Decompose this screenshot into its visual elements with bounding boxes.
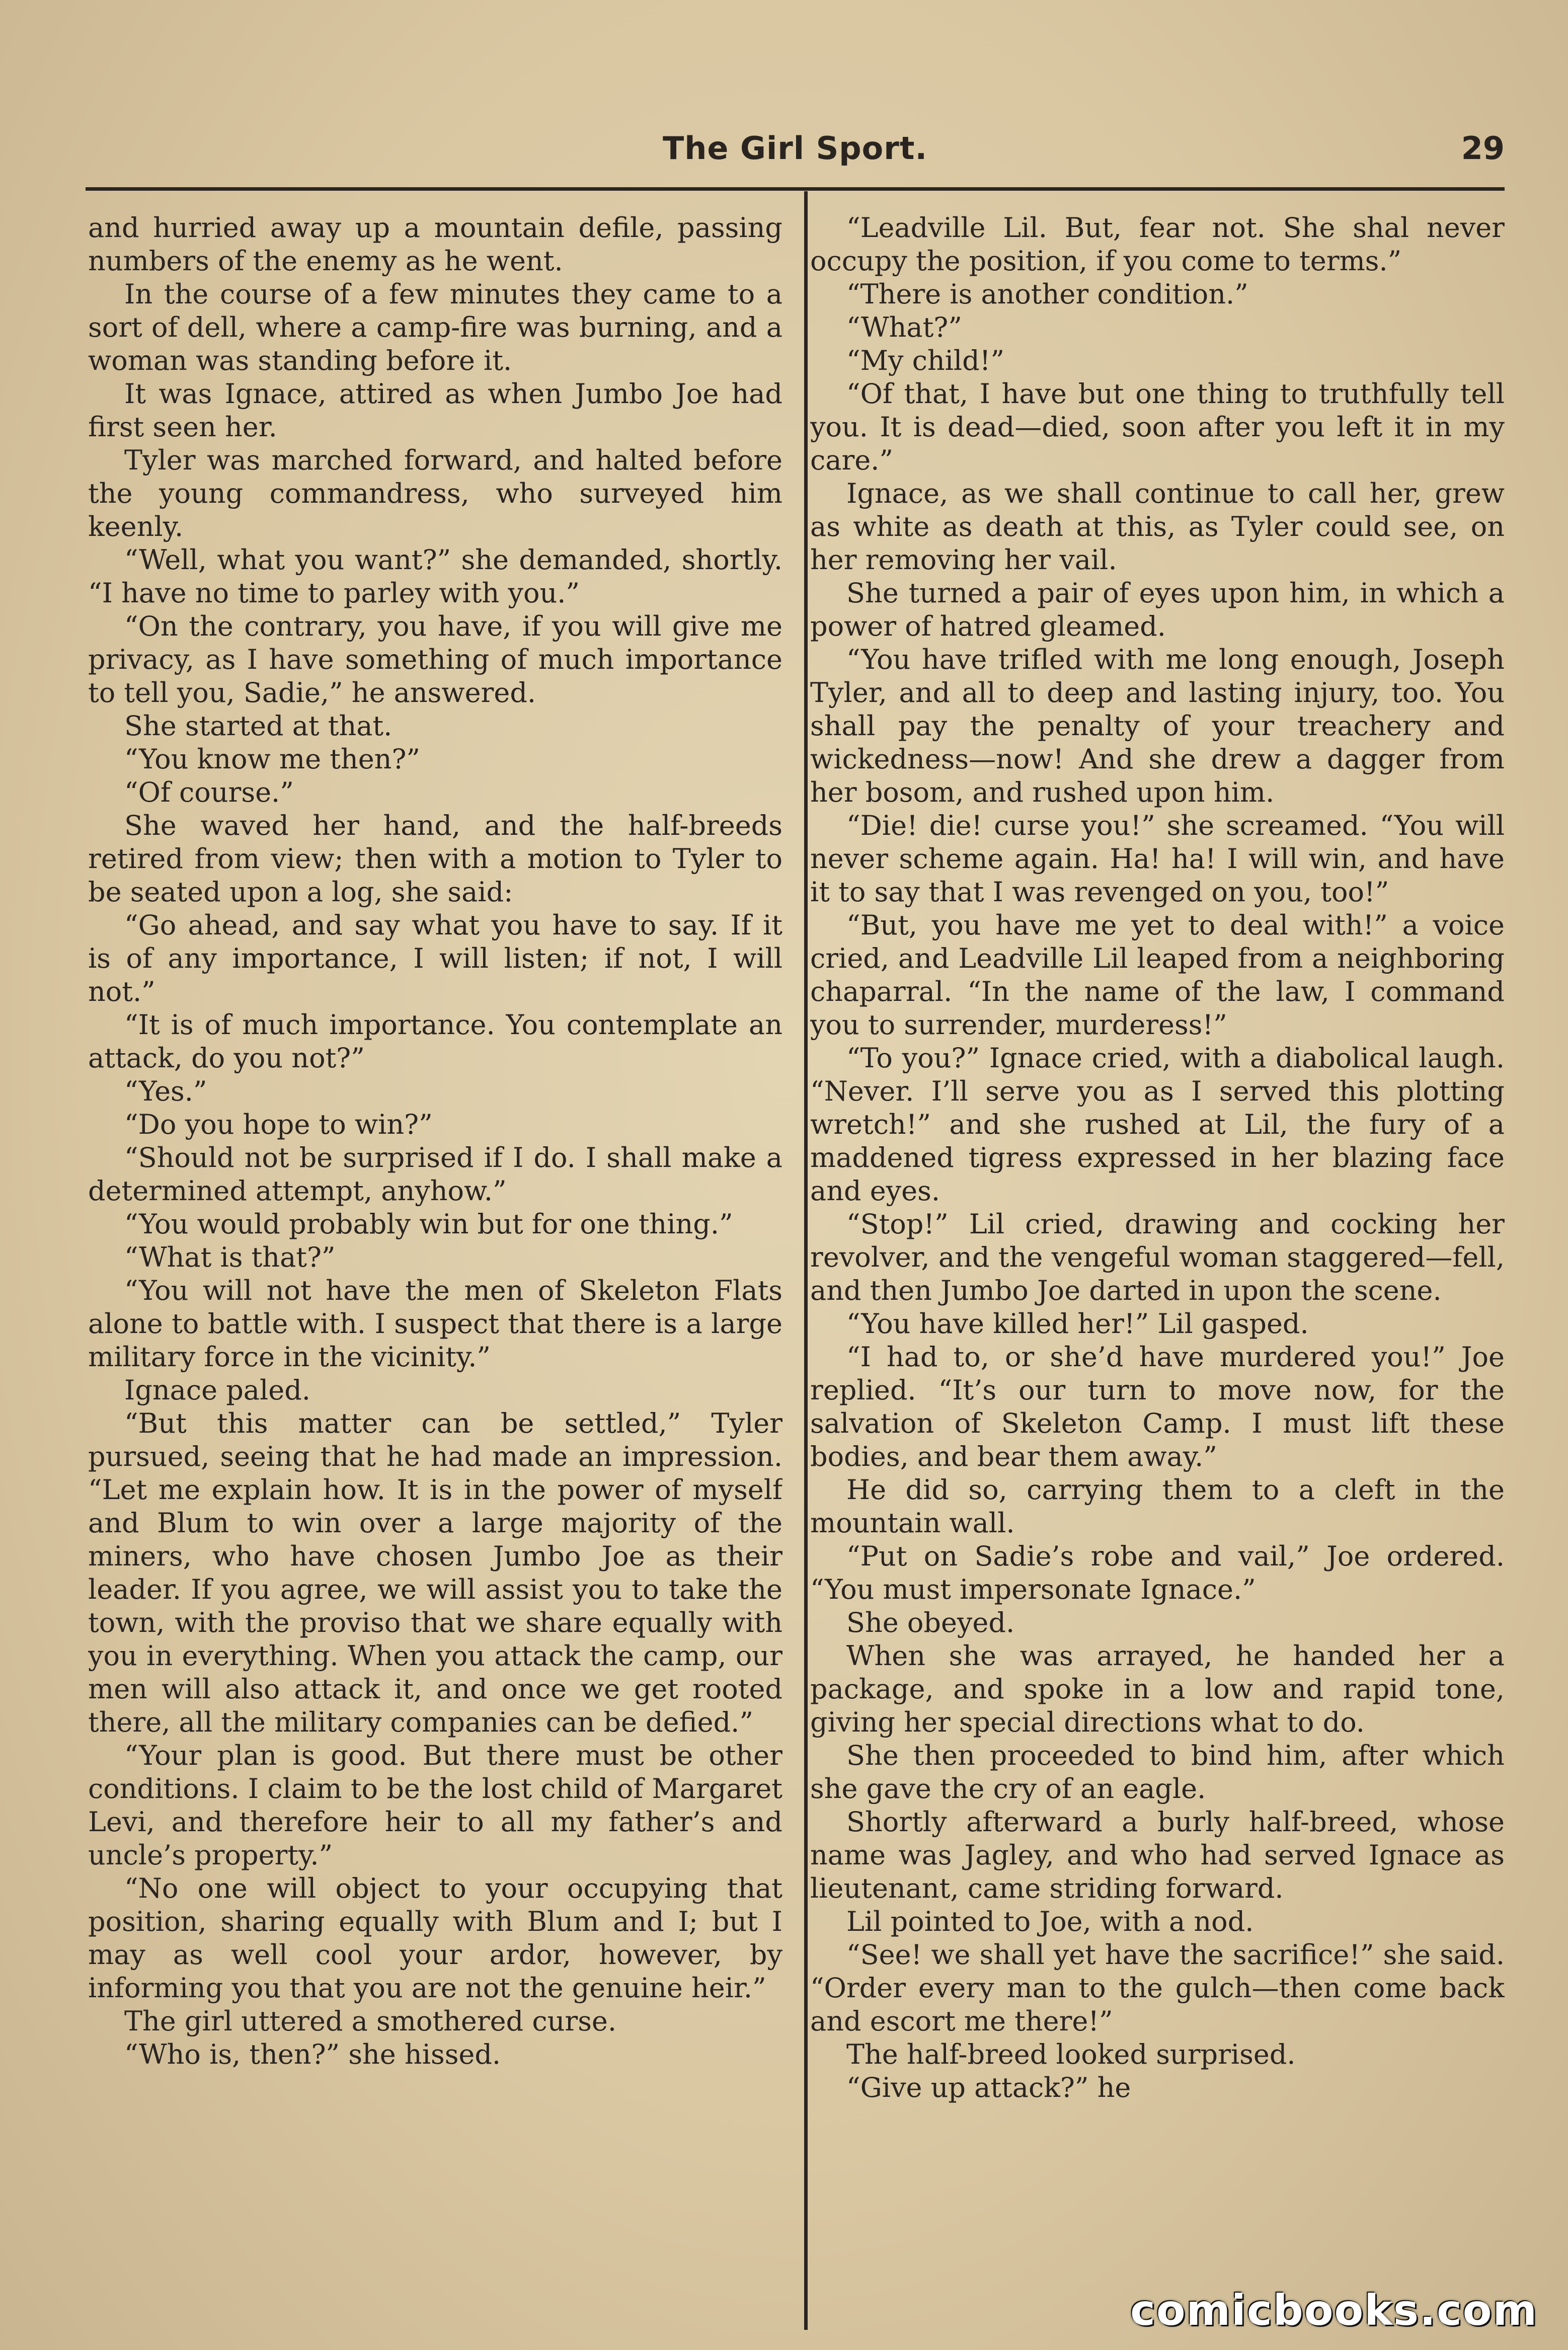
paragraph: “You would probably win but for one thing.” <box>124 1208 733 1240</box>
paragraph: “Give up attack?” he <box>846 2072 1131 2103</box>
paragraph: “Of course.” <box>124 776 294 808</box>
paragraph: Tyler was marched forward, and halted before the young commandress, who surveyed him keenly. <box>88 444 782 542</box>
paragraph: “Die! die! curse you!” she screamed. “You will never scheme again. Ha! ha! I will win, and have it to say that I was revenged on you, too!” <box>810 810 1505 908</box>
paragraph: “It is of much importance. You contemplate an attack, do you not?” <box>88 1009 782 1074</box>
paragraph: “On the contrary, you have, if you will give me privacy, as I have something of much importance to tell you, Sadie,” he answered. <box>88 610 782 709</box>
page-number: 29 <box>1461 130 1505 167</box>
paragraph: “My child!” <box>846 345 1005 376</box>
paragraph: “But, you have me yet to deal with!” a voice cried, and Leadville Lil leaped from a neighboring chaparral. “In the name of the law, I command you to surrender, murderess!” <box>810 909 1505 1041</box>
paragraph: In the course of a few minutes they came to a sort of dell, where a camp-fire was burning, and a woman was standing before it. <box>88 278 782 376</box>
paragraph: “Should not be surprised if I do. I shall make a determined attempt, anyhow.” <box>88 1142 782 1207</box>
running-header <box>86 121 1505 181</box>
paragraph: and hurried away up a mountain defile, passing numbers of the enemy as he went. <box>88 212 782 277</box>
paragraph: She obeyed. <box>846 1607 1015 1638</box>
paragraph: When she was arrayed, he handed her a package, and spoke in a low and rapid tone, giving her special directions what to do. <box>810 1640 1505 1738</box>
paragraph: “Well, what you want?” she demanded, shortly. “I have no time to parley with you.” <box>88 544 782 609</box>
paragraph: “You have killed her!” Lil gasped. <box>846 1308 1309 1340</box>
paragraph: She started at that. <box>124 710 393 742</box>
paragraph: “You will not have the men of Skeleton Flats alone to battle with. I suspect that there is a large military force in the vicinity.” <box>88 1275 782 1373</box>
paragraph: “Stop!” Lil cried, drawing and cocking her revolver, and the vengeful woman staggered—fell, and then Jumbo Joe darted in upon the scene. <box>810 1208 1505 1306</box>
paragraph: She then proceeded to bind him, after which she gave the cry of an eagle. <box>810 1740 1505 1805</box>
paragraph: “Go ahead, and say what you have to say. If it is of any importance, I will listen; if not, I will not.” <box>88 909 782 1007</box>
paragraph: “Put on Sadie’s robe and vail,” Joe ordered. “You must impersonate Ignace.” <box>810 1540 1505 1605</box>
paragraph: The half-breed looked surprised. <box>846 2039 1296 2070</box>
paragraph: “Who is, then?” she hissed. <box>124 2039 501 2070</box>
paragraph: “See! we shall yet have the sacrifice!” she said. “Order every man to the gulch—then come back and escort me there!” <box>810 1939 1505 2037</box>
header-rule <box>86 187 1505 191</box>
paragraph: The girl uttered a smothered curse. <box>124 2005 617 2037</box>
right-column <box>810 211 1505 2325</box>
paragraph: He did so, carrying them to a cleft in the mountain wall. <box>810 1474 1505 1539</box>
paragraph: She waved her hand, and the half-breeds retired from view; then with a motion to Tyler to be seated upon a log, she said: <box>88 810 782 908</box>
paragraph: Shortly afterward a burly half-breed, whose name was Jagley, and who had served Ignace as lieutenant, came striding forward. <box>810 1806 1505 1904</box>
paragraph: “I had to, or she’d have murdered you!” Joe replied. “It’s our turn to move now, for the salvation of Skeleton Camp. I must lift these bodies, and bear them away.” <box>810 1341 1505 1472</box>
paragraph: “Leadville Lil. But, fear not. She shal never occupy the position, if you come to terms.” <box>810 212 1505 277</box>
paragraph: Ignace, as we shall continue to call her, grew as white as death at this, as Tyler could see, on her removing her vail. <box>810 478 1505 576</box>
paragraph: Ignace paled. <box>124 1374 310 1406</box>
paragraph: “Yes.” <box>124 1075 207 1107</box>
paragraph: “Of that, I have but one thing to truthfully tell you. It is dead—died, soon after you left it in my care.” <box>810 378 1505 476</box>
paragraph: “Your plan is good. But there must be other conditions. I claim to be the lost child of Margaret Levi, and therefore heir to all my father’s and uncle’s property.” <box>88 1740 782 1871</box>
paragraph: “You know me then?” <box>124 743 421 775</box>
paragraph: “To you?” Ignace cried, with a diabolical laugh. “Never. I’ll serve you as I served this plotting wretch!” and she rushed at Lil, the fury of a maddened tigress expressed in her blazing face and eyes. <box>810 1042 1505 1207</box>
column-divider <box>804 191 808 2330</box>
paragraph: “But this matter can be settled,” Tyler pursued, seeing that he had made an impression. “Let me explain how. It is in the power of myself and Blum to win over a large majority of the miners, who have chosen Jumbo Joe as their leader. If you agree, we will assist you to take the town, with the proviso that we share equally with you in everything. When you attack the camp, our men will also attack it, and once we get rooted there, all the military companies can be defied.” <box>88 1407 782 1738</box>
running-title: The Girl Sport. <box>662 130 927 167</box>
paragraph: “Do you hope to win?” <box>124 1109 433 1140</box>
paragraph: “What is that?” <box>124 1241 336 1273</box>
paragraph: She turned a pair of eyes upon him, in which a power of hatred gleamed. <box>810 577 1505 642</box>
paragraph: “No one will object to your occupying that position, sharing equally with Blum and I; but I may as well cool your ardor, however, by informing you that you are not the genuine heir.” <box>88 1872 782 2004</box>
paragraph: “There is another condition.” <box>846 278 1248 310</box>
paragraph: “What?” <box>846 311 962 343</box>
paragraph: It was Ignace, attired as when Jumbo Joe had first seen her. <box>88 378 782 443</box>
watermark: comicbooks.com <box>1130 2286 1538 2335</box>
left-column <box>88 211 782 2325</box>
paragraph: Lil pointed to Joe, with a nod. <box>846 1906 1254 1937</box>
paragraph: “You have trifled with me long enough, Joseph Tyler, and all to deep and lasting injury, too. You shall pay the penalty of your treachery and wickedness—now! And she drew a dagger from her bosom, and rushed upon him. <box>810 644 1505 808</box>
